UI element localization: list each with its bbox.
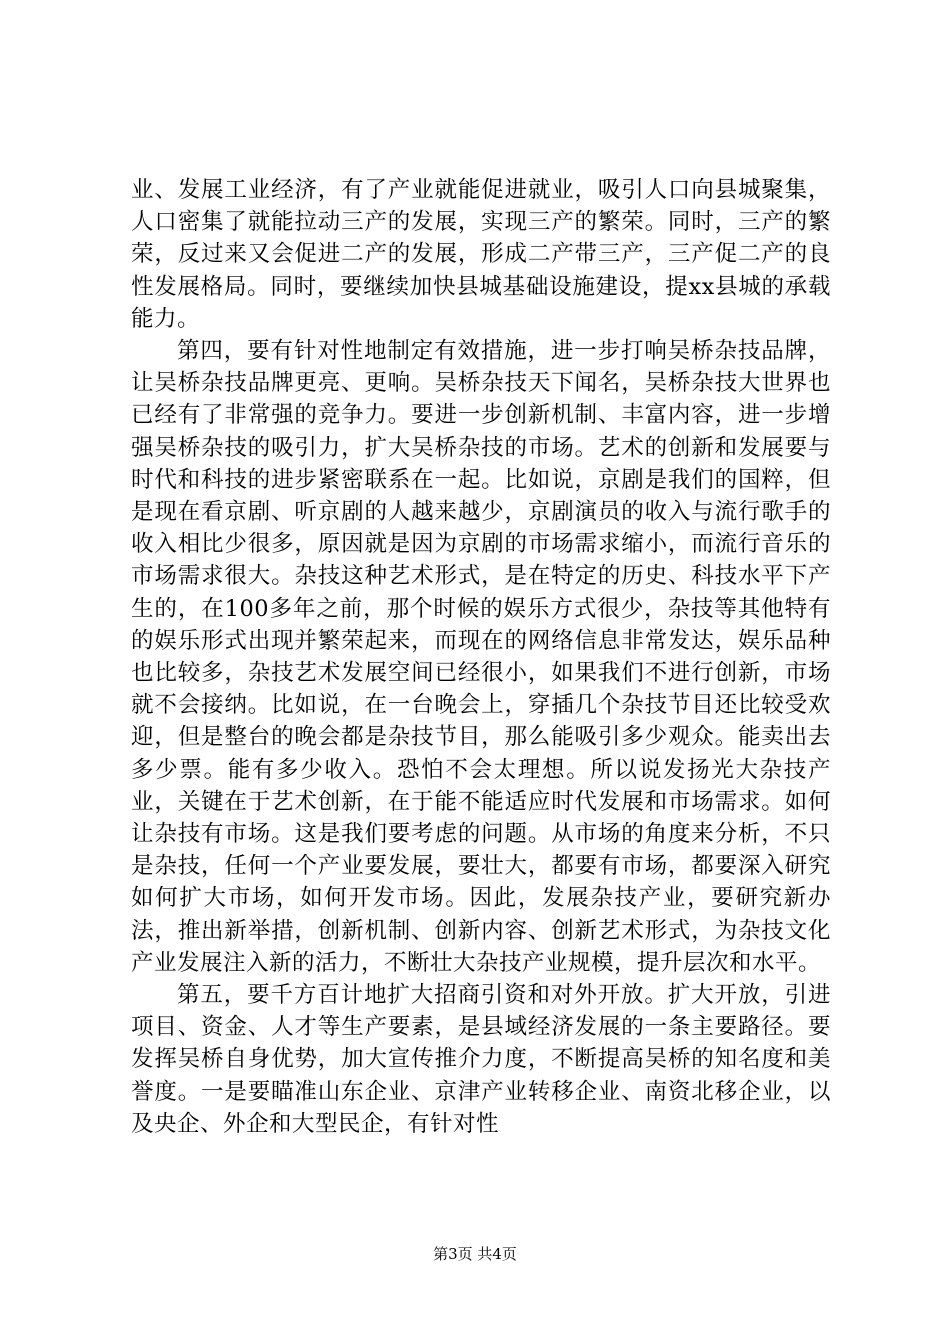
- paragraph-1: 业、发展工业经济，有了产业就能促进就业，吸引人口向县城聚集，人口密集了就能拉动三产的发展，实现三产的繁荣。同时，三产的繁荣，反过来又会促进二产的发展，形成二产带三产，三产促二产的良性发展格局。同时，要继续加快县城基础设施建设，提xx县城的承载能力。: [131, 177, 831, 332]
- paragraph-2: 第四，要有针对性地制定有效措施，进一步打响吴桥杂技品牌，让吴桥杂技品牌更亮、更响。吴桥杂技天下闻名，吴桥杂技大世界也已经有了非常强的竞争力。要进一步创新机制、丰富内容，进一步增强吴桥杂技的吸引力，扩大吴桥杂技的市场。艺术的创新和发展要与时代和科技的进步紧密联系在一起。比如说，京剧是我们的国粹，但是现在看京剧、听京剧的人越来越少，京剧演员的收入与流行歌手的收入相比少很多，原因就是因为京剧的市场需求缩小，而流行音乐的市场需求很大。杂技这种艺术形式，是在特定的历史、科技水平下产生的，在100多年之前，那个时候的娱乐方式很少，杂技等其他特有的娱乐形式出现并繁荣起来，而现在的网络信息非常发达，娱乐品种也比较多，杂技艺术发展空间已经很小，如果我们不进行创新，市场就不会接纳。比如说，在一台晚会上，穿插几个杂技节目还比较受欢迎，但是整台的晚会都是杂技节目，那么能吸引多少观众。能卖出去多少票。能有多少收入。恐怕不会太理想。所以说发扬光大杂技产业，关键在于艺术创新，在于能不能适应时代发展和市场需求。如何让杂技有市场。这是我们要考虑的问题。从市场的角度来分析，不只是杂技，任何一个产业要发展，要壮大，都要有市场，都要深入研究如何扩大市场，如何开发市场。因此，发展杂技产业，要研究新办法，推出新举措，创新机制、创新内容、创新艺术形式，为杂技文化产业发展注入新的活力，不断壮大杂技产业规模，提升层次和水平。: [131, 338, 831, 976]
- document-body: [131, 174, 831, 1140]
- paragraph-3: 第五，要千方百计地扩大招商引资和对外开放。扩大开放，引进项目、资金、人才等生产要素，是县域经济发展的一条主要路径。要发挥吴桥自身优势，加大宣传推介力度，不断提高吴桥的知名度和美誉度。一是要瞄准山东企业、京津产业转移企业、南资北移企业，以及央企、外企和大型民企，有针对性: [131, 982, 831, 1137]
- page-number: 第3页 共4页: [433, 1245, 517, 1263]
